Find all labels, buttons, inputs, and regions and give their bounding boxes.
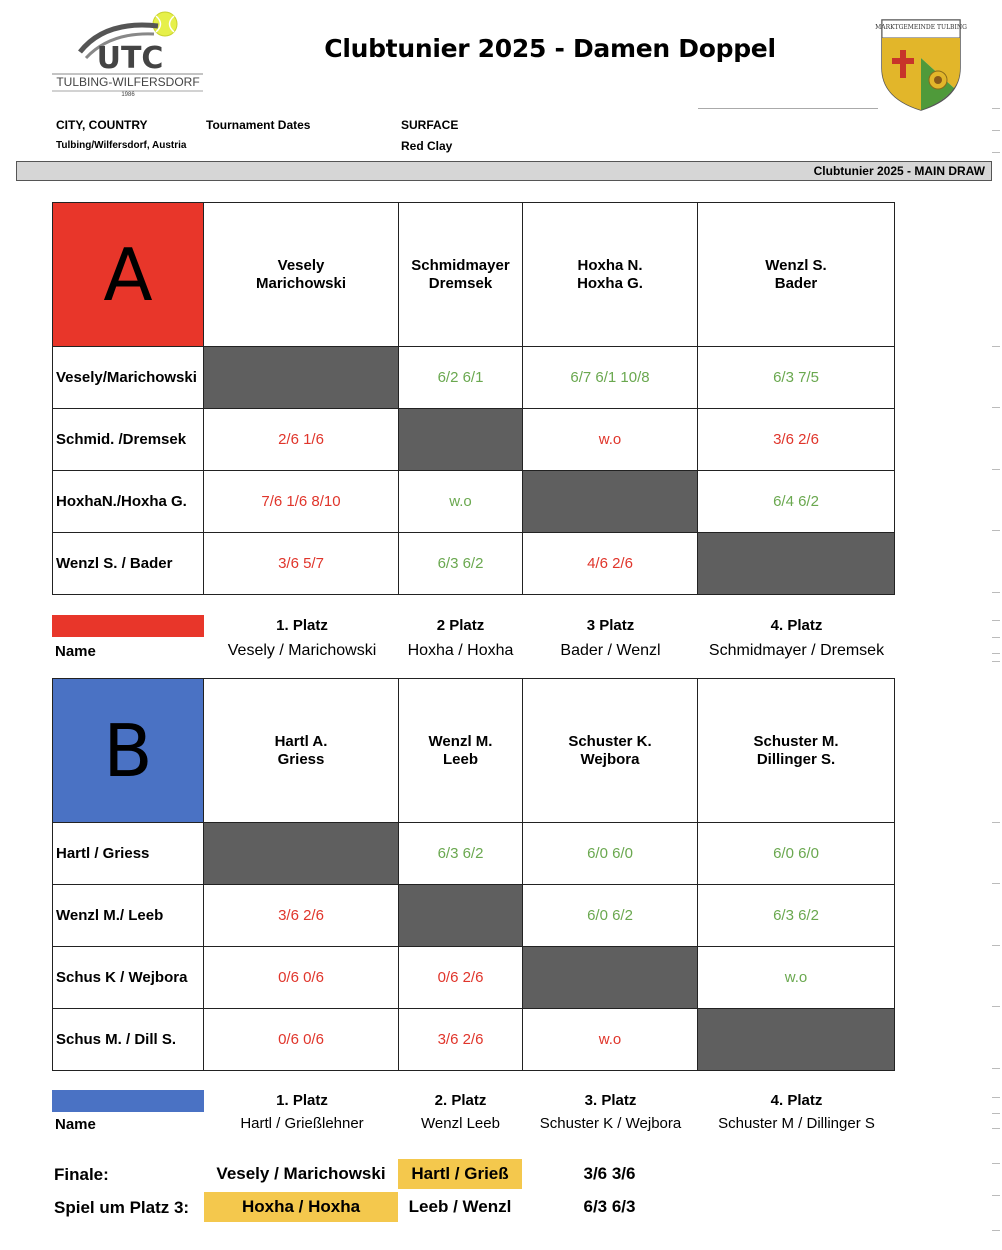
- group-b-color-bar: [52, 1090, 204, 1112]
- municipality-crest: [875, 18, 967, 112]
- row-label: Schus K / Wejbora: [53, 947, 204, 1009]
- group-b-table: [52, 678, 895, 1071]
- edge-tick: [992, 1097, 1000, 1098]
- edge-tick: [992, 1006, 1000, 1007]
- blocked-cell: [523, 947, 698, 1009]
- result-cell: 6/0 6/0: [698, 823, 895, 885]
- table-row: [53, 347, 895, 409]
- third-place-label: Spiel um Platz 3:: [54, 1198, 190, 1217]
- blocked-cell: [399, 409, 523, 471]
- place-label: 2. Platz: [434, 1092, 487, 1109]
- place-label: 1. Platz: [276, 1092, 328, 1109]
- row-label: HoxhaN./Hoxha G.: [53, 471, 204, 533]
- edge-tick: [992, 661, 1000, 662]
- edge-tick: [992, 1068, 1000, 1069]
- edge-tick: [992, 152, 1000, 153]
- edge-tick: [992, 1195, 1000, 1196]
- place-name: Hoxha / Hoxha: [407, 642, 514, 659]
- result-cell: 6/2 6/1: [399, 347, 523, 409]
- result-cell: 6/3 6/2: [399, 533, 523, 595]
- result-cell: w.o: [523, 1009, 698, 1071]
- club-logo: [50, 10, 210, 100]
- blocked-cell: [698, 533, 895, 595]
- group-a-standings: [52, 615, 896, 665]
- group-b-col-header: Schuster M. Dillinger S.: [698, 679, 895, 823]
- result-cell: 0/6 2/6: [399, 947, 523, 1009]
- third-team-1: Hoxha / Hoxha: [204, 1192, 398, 1222]
- edge-tick: [992, 530, 1000, 531]
- result-cell: 6/0 6/2: [523, 885, 698, 947]
- place-name: Wenzl Leeb: [421, 1115, 500, 1132]
- place-name: Schuster K / Wejbora: [539, 1115, 682, 1132]
- place-name: Bader / Wenzl: [560, 642, 661, 659]
- result-cell: 6/4 6/2: [698, 471, 895, 533]
- result-cell: w.o: [698, 947, 895, 1009]
- surface-label: SURFACE: [401, 118, 459, 132]
- blocked-cell: [523, 471, 698, 533]
- result-cell: 0/6 0/6: [204, 1009, 399, 1071]
- city-label: CITY, COUNTRY: [56, 118, 148, 132]
- group-a-letter: A: [53, 203, 204, 347]
- edge-tick: [992, 1163, 1000, 1164]
- edge-tick: [992, 407, 1000, 408]
- table-row: [53, 885, 895, 947]
- logo-text: UTC: [96, 41, 164, 76]
- group-a-col-header: Wenzl S. Bader: [698, 203, 895, 347]
- result-cell: 6/0 6/0: [523, 823, 698, 885]
- place-name: Hartl / Grießlehner: [240, 1115, 364, 1132]
- group-a-color-bar: [52, 615, 204, 637]
- blocked-cell: [204, 823, 399, 885]
- standings-name-label: Name: [55, 1116, 96, 1133]
- group-b-col-header: Schuster K. Wejbora: [523, 679, 698, 823]
- edge-tick: [992, 1230, 1000, 1231]
- blocked-cell: [698, 1009, 895, 1071]
- third-score: 6/3 6/3: [583, 1197, 636, 1216]
- edge-tick: [992, 945, 1000, 946]
- result-cell: 3/6 5/7: [204, 533, 399, 595]
- final-score: 3/6 3/6: [583, 1164, 636, 1183]
- standings-name-label: Name: [55, 643, 96, 660]
- edge-tick: [992, 346, 1000, 347]
- result-cell: 6/3 6/2: [698, 885, 895, 947]
- row-label: Schmid. /Dremsek: [53, 409, 204, 471]
- result-cell: 3/6 2/6: [399, 1009, 523, 1071]
- edge-tick: [992, 620, 1000, 621]
- edge-tick: [992, 822, 1000, 823]
- group-b-letter: B: [53, 679, 204, 823]
- table-row: [53, 1009, 895, 1071]
- edge-tick: [992, 1113, 1000, 1114]
- edge-tick: [992, 1128, 1000, 1129]
- dates-label: Tournament Dates: [206, 118, 311, 132]
- final-team-2: Hartl / Grieß: [398, 1159, 522, 1189]
- row-label: Wenzl M./ Leeb: [53, 885, 204, 947]
- result-cell: 0/6 0/6: [204, 947, 399, 1009]
- result-cell: 2/6 1/6: [204, 409, 399, 471]
- edge-tick: [992, 592, 1000, 593]
- table-row: [53, 947, 895, 1009]
- place-label: 4. Platz: [770, 617, 823, 634]
- table-row: [53, 823, 895, 885]
- edge-tick: [992, 469, 1000, 470]
- surface-value: Red Clay: [401, 139, 453, 153]
- group-a-col-header: Vesely Marichowski: [204, 203, 399, 347]
- result-cell: 6/3 7/5: [698, 347, 895, 409]
- group-a-col-header: Schmidmayer Dremsek: [399, 203, 523, 347]
- result-cell: 6/3 6/2: [399, 823, 523, 885]
- place-name: Schuster M / Dillinger S: [718, 1115, 875, 1132]
- place-label: 4. Platz: [770, 1092, 823, 1109]
- final-team-1: Vesely / Marichowski: [216, 1164, 386, 1183]
- result-cell: 7/6 1/6 8/10: [204, 471, 399, 533]
- row-label: Vesely/Marichowski: [53, 347, 204, 409]
- group-a-col-header: Hoxha N. Hoxha G.: [523, 203, 698, 347]
- edge-tick: [992, 130, 1000, 131]
- place-label: 3 Platz: [586, 617, 635, 634]
- blocked-cell: [399, 885, 523, 947]
- result-cell: 6/7 6/1 10/8: [523, 347, 698, 409]
- group-b-col-header: Wenzl M. Leeb: [399, 679, 523, 823]
- city-value: Tulbing/Wilfersdorf, Austria: [56, 140, 187, 151]
- result-cell: w.o: [399, 471, 523, 533]
- row-label: Schus M. / Dill S.: [53, 1009, 204, 1071]
- place-name: Schmidmayer / Dremsek: [708, 642, 885, 659]
- place-label: 1. Platz: [276, 617, 328, 634]
- result-cell: 4/6 2/6: [523, 533, 698, 595]
- logo-subtitle: TULBING-WILFERSDORF: [56, 75, 200, 89]
- table-row: [53, 409, 895, 471]
- group-b-col-header: Hartl A. Griess: [204, 679, 399, 823]
- crest-text: MARKTGEMEINDE TULBING: [875, 24, 967, 31]
- table-row: [53, 533, 895, 595]
- result-cell: w.o: [523, 409, 698, 471]
- result-cell: 3/6 2/6: [204, 885, 399, 947]
- row-label: Hartl / Griess: [53, 823, 204, 885]
- page-title: Clubtunier 2025 - Damen Doppel: [324, 34, 776, 63]
- edge-tick: [992, 653, 1000, 654]
- edge-tick: [992, 108, 1000, 109]
- edge-tick: [992, 883, 1000, 884]
- result-cell: 3/6 2/6: [698, 409, 895, 471]
- place-label: 2 Platz: [436, 617, 485, 634]
- edge-tick: [992, 637, 1000, 638]
- place-label: 3. Platz: [584, 1092, 637, 1109]
- place-name: Vesely / Marichowski: [227, 642, 377, 659]
- blocked-cell: [204, 347, 399, 409]
- final-label: Finale:: [54, 1165, 109, 1184]
- row-label: Wenzl S. / Bader: [53, 533, 204, 595]
- header-divider: [698, 108, 878, 109]
- main-draw-banner: Clubtunier 2025 - MAIN DRAW: [16, 161, 992, 181]
- group-b-standings: [52, 1090, 896, 1140]
- table-row: [53, 471, 895, 533]
- third-team-2: Leeb / Wenzl: [408, 1197, 512, 1216]
- logo-year: 1986: [121, 92, 135, 98]
- group-a-table: [52, 202, 895, 595]
